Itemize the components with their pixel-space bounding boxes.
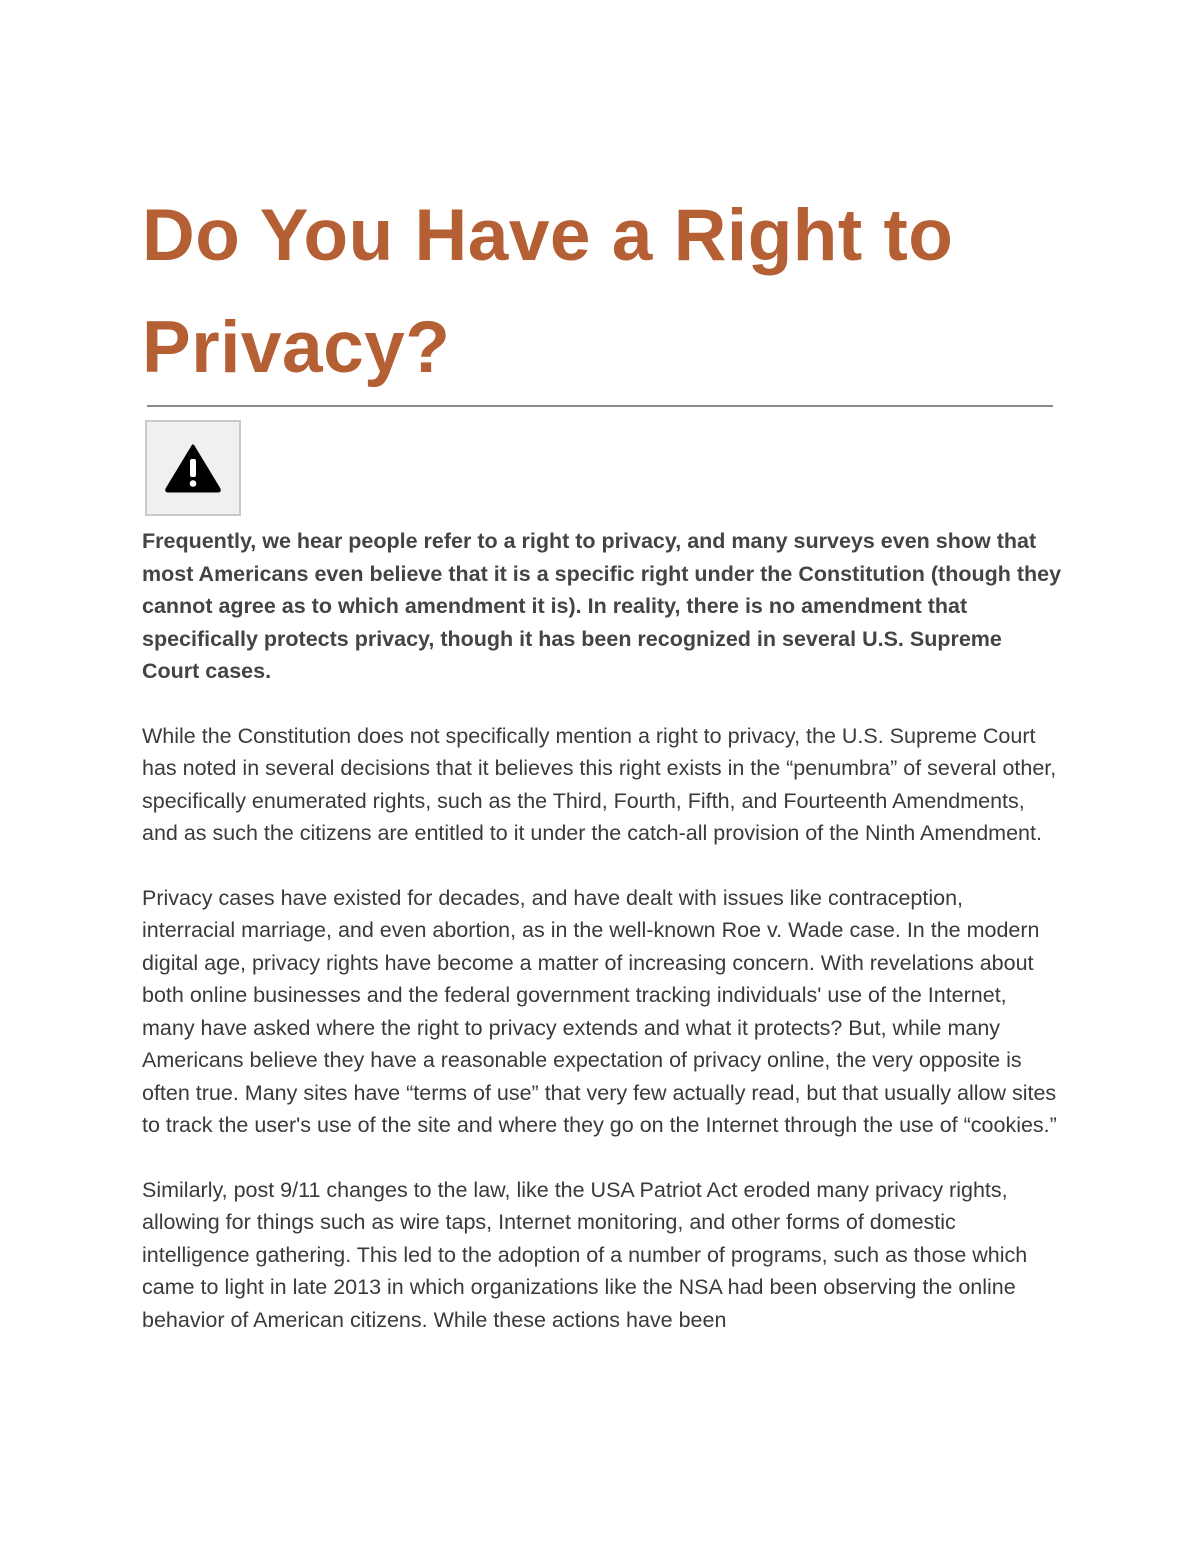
title-line-1: Do You Have a Right to: [142, 195, 954, 276]
document-page: [142, 180, 1062, 1332]
body-paragraph-2: Privacy cases have existed for decades, and have dealt with issues like contraception, interracial marriage, and even abortion, as in the well-known Roe v. Wade case. In the modern digital age, privacy rights have become a matter of increasing concern. With revelations about both online businesses and the federal government tracking individuals' use of the Internet, many have asked where the right to privacy extends and what it protects? But, while many Americans believe they have a reasonable expectation of privacy online, the very opposite is often true. Many sites have “terms of use” that very few actually read, but that usually allow sites to track the user's use of the site and where they go on the Internet through the use of “cookies.”: [142, 885, 1057, 1137]
broken-image-placeholder: [145, 420, 241, 516]
title-line-2: Privacy?: [142, 307, 451, 388]
horizontal-divider: [147, 405, 1053, 407]
body-paragraph-3: Similarly, post 9/11 changes to the law, like the USA Patriot Act eroded many privacy rights, allowing for things such as wire taps, Internet monitoring, and other forms of domestic intelligence gathering. This led to the adoption of a number of programs, such as those which came to light in late 2013 in which organizations like the NSA had been observing the online behavior of American citizens. While these actions have been: [142, 1177, 1028, 1332]
intro-paragraph: Frequently, we hear people refer to a right to privacy, and many surveys even show that most Americans even believe that it is a specific right under the Constitution (though they cannot agree as to which amendment it is). In reality, there is no amendment that specifically protects privacy, though it has been recognized in several U.S. Supreme Court cases.: [142, 529, 1062, 683]
warning-icon: [164, 443, 222, 493]
article-body: [142, 525, 1062, 1368]
page-title: [142, 180, 1062, 404]
body-paragraph-1: While the Constitution does not specifically mention a right to privacy, the U.S. Supreme Court has noted in several decisions that it believes this right exists in the “penumbra” of several other, specifically enumerated rights, such as the Third, Fourth, Fifth, and Fourteenth Amendments, and as such the citizens are entitled to it under the catch-all provision of the Ninth Amendment.: [142, 723, 1057, 845]
